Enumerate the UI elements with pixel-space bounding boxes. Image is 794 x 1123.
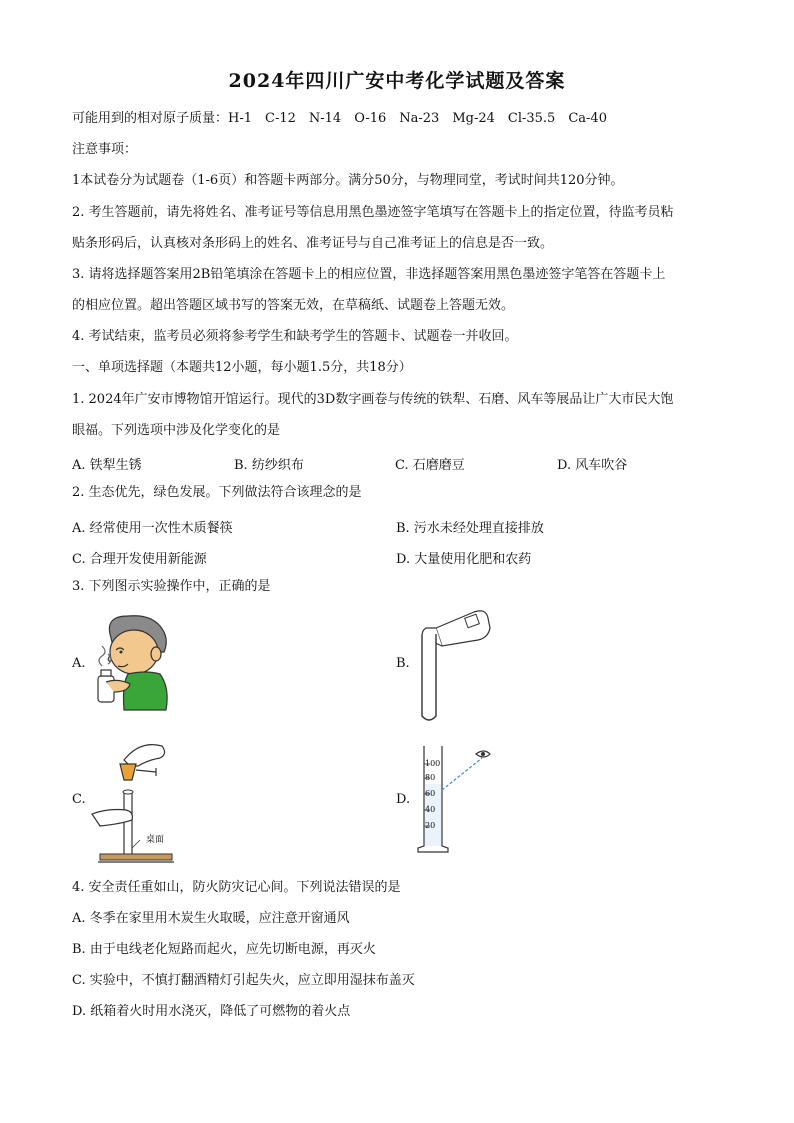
q1-option-c: C. 石磨磨豆 [395,458,465,473]
cylinder-tick-40: 40 [425,805,436,814]
figure-b-pouring-illustration [412,606,492,721]
cylinder-tick-60: 60 [425,789,436,798]
question-3-stem: 3. 下列图示实验操作中，正确的是 [72,579,271,594]
q1-option-d: D. 风车吹谷 [557,458,628,473]
q4-option-b: B. 由于电线老化短路而起火，应先切断电源，再灭火 [72,942,376,957]
note-item-3-line-1: 3. 请将选择题答案用2B铅笔填涂在答题卡上的相应位置，非选择题答案用黑色墨迹签字笔答在答题卡上 [72,267,666,282]
q4-option-d: D. 纸箱着火时用水浇灭，降低了可燃物的着火点 [72,1004,351,1019]
q3-label-a: A. [72,656,86,671]
q2-option-d: D. 大量使用化肥和农药 [396,552,532,567]
q2-option-b: B. 污水未经处理直接排放 [396,521,544,536]
note-item-1: 1本试卷分为试题卷（1-6页）和答题卡两部分。满分50分，与物理同堂，考试时间共120分钟。 [72,173,624,188]
question-4-stem: 4. 安全责任重如山，防火防灾记心间。下列说法错误的是 [72,880,401,895]
question-2-options-row-2 [72,548,732,566]
note-item-2-line-1: 2. 考生答题前，请先将姓名、准考证号等信息用黑色墨迹签字笔填写在答题卡上的指定位置，待监考员粘 [72,205,674,220]
q4-option-a: A. 冬季在家里用木炭生火取暖，应注意开窗通风 [72,911,350,926]
question-1-stem-line-1: 1. 2024年广安市博物馆开馆运行。现代的3D数字画卷与传统的铁犁、石磨、风车等展品让广大市民大饱 [72,392,674,407]
notes-heading: 注意事项： [72,142,138,157]
note-item-4: 4. 考试结束，监考员必须将参考学生和缺考学生的答题卡、试题卷一并收回。 [72,329,518,344]
q2-option-c: C. 合理开发使用新能源 [72,552,207,567]
cylinder-tick-80: 80 [425,773,436,782]
question-1-stem-line-2: 眼福。下列选项中涉及化学变化的是 [72,423,281,438]
question-1-options [72,454,732,472]
figure-a-smelling-illustration [88,612,178,712]
cylinder-tick-100: 100 [425,759,441,768]
q1-option-b: B. 纺纱织布 [234,458,304,473]
question-2-options-row-1 [72,517,732,535]
note-item-2-line-2: 贴条形码后，认真核对条形码上的姓名、准考证号与自己准考证上的信息是否一致。 [72,236,554,251]
q3-label-d: D. [396,792,411,807]
note-item-3-line-2: 的相应位置。超出答题区域书写的答案无效，在草稿纸、试题卷上答题无效。 [72,298,515,313]
figure-c-stopper-illustration [90,736,180,870]
atomic-mass-line: 可能用到的相对原子质量：H-1 C-12 N-14 O-16 Na-23 Mg-24 Cl-35.5 Ca-40 [72,111,607,126]
cylinder-tick-20: 20 [425,821,436,830]
section-heading: 一、单项选择题（本题共12小题，每小题1.5分，共18分） [72,360,412,375]
q1-option-a: A. 铁犁生锈 [72,458,142,473]
page-title: 2024年四川广安中考化学试题及答案 [228,70,566,92]
q3-desk-label: 桌面 [146,835,165,845]
q4-option-c: C. 实验中，不慎打翻酒精灯引起失火，应立即用湿抹布盖灭 [72,973,415,988]
q3-label-c: C. [72,792,86,807]
question-2-stem: 2. 生态优先，绿色发展。下列做法符合该理念的是 [72,485,362,500]
q3-label-b: B. [396,656,410,671]
q2-option-a: A. 经常使用一次性木质餐筷 [72,521,233,536]
